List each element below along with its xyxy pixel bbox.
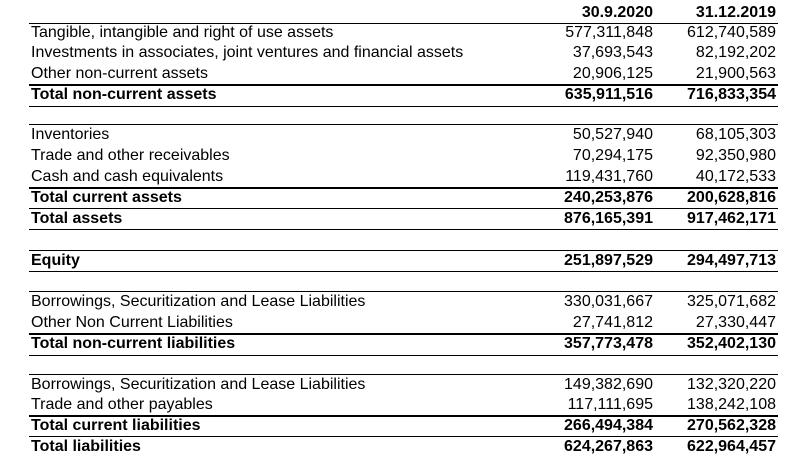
- row-value-2019: 27,330,447: [695, 314, 776, 331]
- row-value-2019: 132,320,220: [687, 376, 776, 393]
- row-value-2019: 622,964,457: [687, 438, 776, 455]
- row-label: Cash and cash equivalents: [31, 168, 224, 185]
- row-value-2019: 612,740,589: [687, 24, 776, 41]
- row-value-2019: 68,105,303: [695, 126, 776, 143]
- table-row-investments: [0, 43, 800, 63]
- rule-below-total-non-current-assets: [29, 106, 778, 107]
- row-value-2020: 266,494,384: [564, 417, 653, 434]
- row-label: Equity: [31, 252, 80, 269]
- row-label: Total non-current liabilities: [31, 335, 236, 352]
- row-value-2020: 635,911,516: [564, 86, 653, 103]
- row-value-2019: 200,628,816: [687, 189, 776, 206]
- row-value-2020: 37,693,543: [572, 44, 653, 61]
- row-value-2019: 270,562,328: [687, 417, 776, 434]
- row-label: Total assets: [31, 210, 123, 227]
- row-value-2019: 352,402,130: [687, 335, 776, 352]
- row-label: Inventories: [31, 126, 110, 143]
- row-value-2019: 138,242,108: [687, 396, 776, 413]
- row-value-2019: 917,462,171: [687, 210, 776, 227]
- row-value-2020: 577,311,848: [565, 24, 653, 41]
- table-row-trade-receivables: [0, 146, 800, 166]
- row-value-2020: 117,111,695: [567, 396, 653, 413]
- rule-below-total-assets: [29, 229, 778, 230]
- row-value-2020: 119,431,760: [565, 168, 653, 185]
- table-row-trade-payables: [0, 395, 800, 415]
- rule-below-total-non-current-liabilities: [29, 355, 778, 356]
- row-label: Investments in associates, joint ventures and financial assets: [31, 44, 464, 61]
- table-row-tangible-assets: [0, 23, 800, 43]
- table-row-cash: [0, 167, 800, 187]
- row-value-2020: 70,294,175: [572, 147, 653, 164]
- table-row-total-current-assets: [0, 188, 800, 208]
- table-row-borrowings-current: [0, 375, 800, 395]
- table-row-total-current-liabilities: [0, 416, 800, 436]
- row-value-2020: 624,267,863: [564, 438, 653, 455]
- row-label: Total liabilities: [31, 438, 141, 455]
- row-value-2020: 27,741,812: [572, 314, 653, 331]
- row-value-2019: 82,192,202: [695, 44, 776, 61]
- table-row-borrowings-non-current: [0, 292, 800, 312]
- table-row-other-non-current-assets: [0, 64, 800, 84]
- row-label: Borrowings, Securitization and Lease Liabilities: [31, 293, 366, 310]
- row-label: Borrowings, Securitization and Lease Liabilities: [31, 376, 366, 393]
- row-value-2020: 357,773,478: [564, 335, 653, 352]
- column-header-31-12-2019: 31.12.2019: [695, 4, 776, 21]
- column-header-30-9-2020: 30.9.2020: [581, 4, 653, 21]
- row-label: Trade and other receivables: [31, 147, 230, 164]
- row-value-2020: 240,253,876: [564, 189, 653, 206]
- row-value-2019: 21,900,563: [695, 65, 776, 82]
- row-value-2019: 716,833,354: [687, 86, 776, 103]
- row-value-2020: 251,897,529: [564, 252, 653, 269]
- table-row-equity: [0, 251, 800, 271]
- table-row-other-non-current-liabilities: [0, 313, 800, 333]
- table-row-inventories: [0, 125, 800, 145]
- row-value-2019: 92,350,980: [695, 147, 776, 164]
- row-value-2020: 20,906,125: [572, 65, 653, 82]
- table-row-total-non-current-assets: [0, 85, 800, 105]
- row-label: Tangible, intangible and right of use assets: [31, 24, 334, 41]
- rule-below-equity: [29, 271, 778, 272]
- row-value-2020: 876,165,391: [564, 210, 653, 227]
- row-value-2020: 149,382,690: [564, 376, 653, 393]
- table-row-total-non-current-liabilities: [0, 334, 800, 354]
- row-label: Trade and other payables: [31, 396, 213, 413]
- row-value-2020: 330,031,667: [564, 293, 653, 310]
- row-label: Other non-current assets: [31, 65, 208, 82]
- row-label: Total current liabilities: [31, 417, 201, 434]
- row-label: Other Non Current Liabilities: [31, 314, 233, 331]
- row-label: Total non-current assets: [31, 86, 217, 103]
- row-label: Total current assets: [31, 189, 182, 206]
- row-value-2019: 40,172,533: [695, 168, 776, 185]
- row-value-2019: 325,071,682: [687, 293, 776, 310]
- table-row-total-liabilities: [0, 437, 800, 457]
- table-row-total-assets: [0, 209, 800, 229]
- row-value-2020: 50,527,940: [572, 126, 653, 143]
- row-value-2019: 294,497,713: [687, 252, 776, 269]
